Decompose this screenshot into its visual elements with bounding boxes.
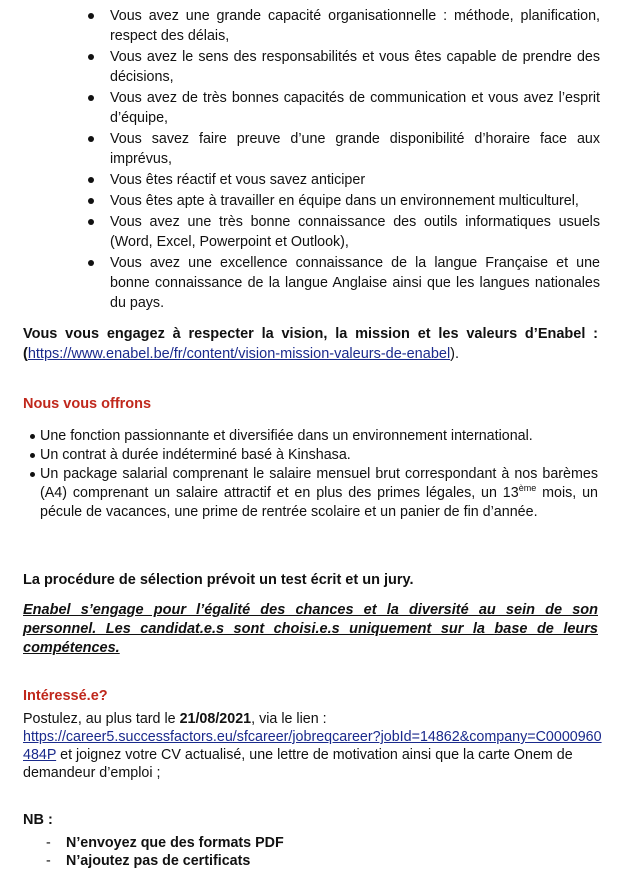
list-item: Vous savez faire preuve d’une grande disponibilité d’horaire face aux imprévus,	[0, 129, 620, 169]
list-item: - N’ajoutez pas de certificats	[46, 853, 251, 869]
bullet-icon	[88, 13, 94, 19]
bullet-icon	[88, 54, 94, 60]
list-item: Vous avez une grande capacité organisationnelle : méthode, planification, respect des délais,	[0, 6, 620, 46]
application-link[interactable]: https://career5.successfactors.eu/sfcareer/jobreqcareer?jobId=14862&company=C0000960484P	[23, 729, 602, 763]
dash-bullet: -	[46, 835, 51, 851]
procedure-text: La procédure de sélection prévoit un test écrit et un jury.	[23, 572, 414, 588]
bullet-icon	[88, 177, 94, 183]
interested-heading: Intéressé.e?	[23, 688, 108, 704]
list-item: Un contrat à durée indéterminé basé à Kinshasa.	[28, 446, 598, 465]
bullet-icon	[88, 198, 94, 204]
dash-bullet: -	[46, 853, 51, 869]
nb-label: NB :	[23, 812, 53, 828]
nb-list	[46, 834, 284, 870]
offers-list	[28, 427, 598, 522]
list-item: Une fonction passionnante et diversifiée dans un environnement international.	[28, 427, 598, 446]
application-instructions: Postulez, au plus tard le 21/08/2021, via le lien : https://career5.successfactors.eu/sfcareer/jobreqcareer?jobId=14862&company=C0000960484P et joignez votre CV actualisé, une lettre de motivation ainsi que la carte Onem de demandeur d’emploi ;	[23, 711, 602, 781]
list-item: Vous êtes apte à travailler en équipe dans un environnement multiculturel,	[0, 191, 620, 211]
bullet-icon	[88, 260, 94, 266]
bullet-icon	[30, 453, 35, 458]
bullet-icon	[88, 219, 94, 225]
equality-statement: Enabel s’engage pour l’égalité des chances et la diversité au sein de son personnel. Les candidat.e.s sont choisi.e.s uniquement sur la base de leurs compétences.	[23, 602, 598, 656]
deadline-date: 21/08/2021	[179, 711, 252, 727]
list-item: Un package salarial comprenant le salaire mensuel brut correspondant à nos barèmes (A4) comprenant un salaire attractif et en plus des primes légales, un 13ème mois, un pécule de vacances, une prime de rentrée scolaire et un panier de fin d’année.	[28, 465, 598, 522]
list-item: Vous avez une très bonne connaissance des outils informatiques usuels (Word, Excel, Powerpoint et Outlook),	[0, 212, 620, 252]
engagement-paragraph: Vous vous engagez à respecter la vision, la mission et les valeurs d’Enabel :(https://www.enabel.be/fr/content/vision-mission-valeurs-de-enabel).	[23, 326, 598, 362]
list-item: - N’envoyez que des formats PDF	[46, 835, 284, 851]
bullet-icon	[88, 136, 94, 142]
list-item: Vous avez le sens des responsabilités et vous êtes capable de prendre des décisions,	[0, 47, 620, 87]
list-item: Vous avez une excellence connaissance de la langue Française et une bonne connaissance de la langue Anglaise ainsi que les langues nationales du pays.	[0, 253, 620, 313]
list-item: Vous avez de très bonnes capacités de communication et vous avez l’esprit d’équipe,	[0, 88, 620, 128]
bullet-icon	[88, 95, 94, 101]
qualifications-list	[0, 6, 620, 314]
bullet-icon	[30, 472, 35, 477]
list-item: Vous êtes réactif et vous savez anticiper	[0, 170, 620, 190]
enabel-values-link[interactable]: https://www.enabel.be/fr/content/vision-mission-valeurs-de-enabel	[27, 346, 451, 362]
bullet-icon	[30, 434, 35, 439]
offers-heading: Nous vous offrons	[23, 396, 152, 412]
